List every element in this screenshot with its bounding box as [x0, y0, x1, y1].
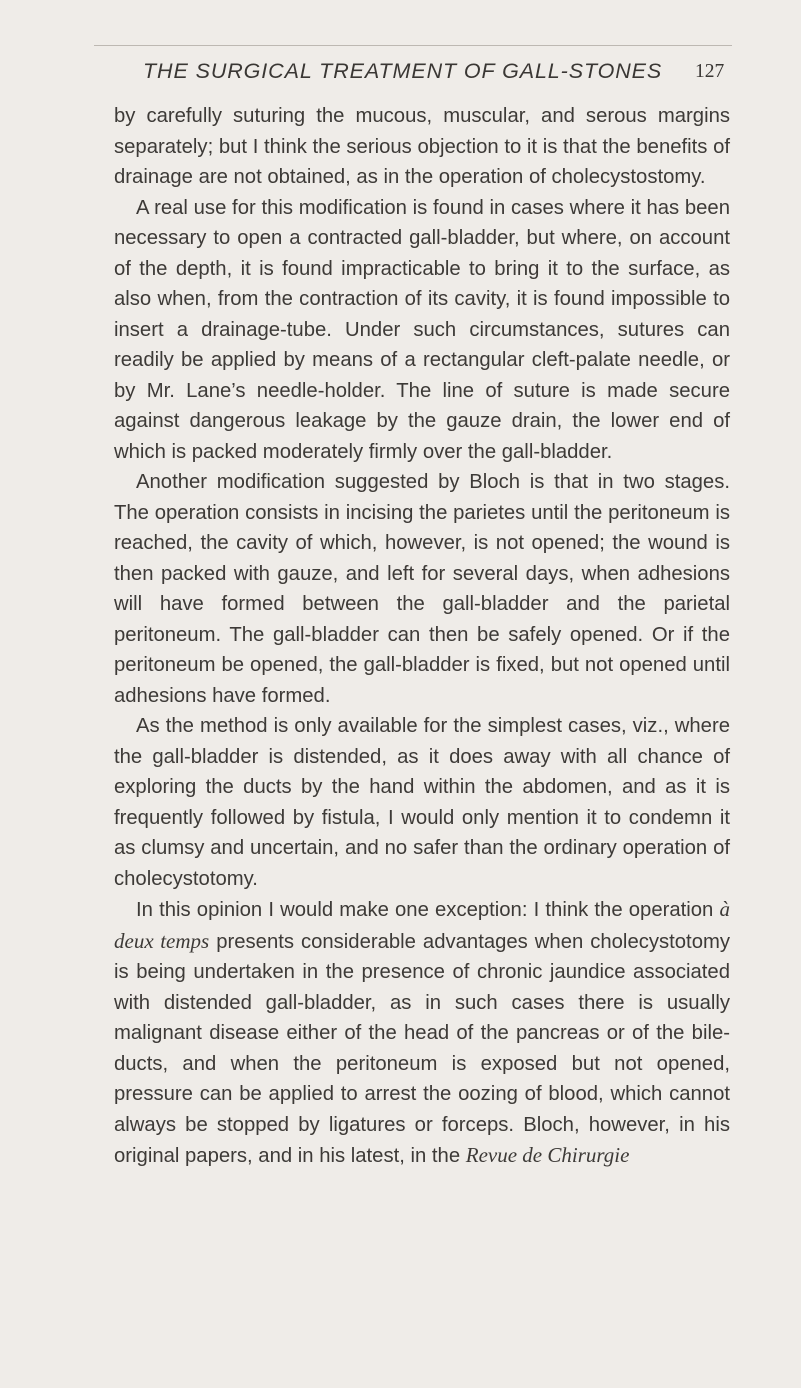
running-head: THE SURGICAL TREATMENT OF GALL-STONES	[143, 59, 663, 83]
page-number: 127	[695, 61, 725, 82]
paragraph-5	[114, 894, 730, 1172]
top-rule	[94, 45, 732, 46]
paragraph-4: As the method is only available for the simplest cases, viz., where the gall-bladder is distended, as it does away with all chance of exploring the ducts by the hand within the abdomen, and as it is frequently followed by fistula, I would only mention it to condemn it as clumsy and uncertain, and no safer than the ordinary operation of cholecystotomy.	[114, 715, 730, 890]
page-header	[143, 59, 743, 89]
body-text	[114, 101, 730, 1172]
paragraph-5-part-2: presents considerable advantages when cholecystotomy is being undertaken in the presence of chronic jaundice associated with distended gall-bladder, as in such cases there is usually malignant disease either of the head of the pancreas or of the bile-ducts, and when the peritoneum is exposed but not opened, pressure can be applied to arrest the oozing of blood, which cannot always be stopped by ligatures or forceps. Bloch, however, in his original papers, and in his latest, in the	[114, 930, 731, 1167]
paragraph-5-part-1: In this opinion I would make one exception: I think the operation	[136, 899, 720, 921]
paragraph-3: Another modification suggested by Bloch is that in two stages. The operation consists in incising the parietes until the peritoneum is reached, the cavity of which, however, is not opened; the wound is then packed with gauze, and left for several days, when adhesions will have formed between the gall-bladder and the parietal peritoneum. The gall-bladder can then be safely opened. Or if the peritoneum be opened, the gall-bladder is fixed, but not opened until adhesions have formed.	[114, 471, 730, 707]
italic-phrase-a-deux-temps: à deux temps	[114, 897, 730, 953]
italic-journal-title: Revue de Chirurgie	[465, 1143, 630, 1167]
paragraph-2: A real use for this modification is found in cases where it has been necessary to open a contracted gall-bladder, but where, on account of the depth, it is found impracticable to bring it to the surface, as also when, from the contraction of its cavity, it is found impossible to insert a drainage-tube. Under such circumstances, sutures can readily be applied by means of a rectangular cleft-palate needle, or by Mr. Lane’s needle-holder. The line of suture is made secure against dangerous leakage by the gauze drain, the lower end of which is packed moderately firmly over the gall-bladder.	[114, 196, 730, 463]
paragraph-1: by carefully suturing the mucous, muscular, and serous margins separately; but I think the serious objection to it is that the benefits of drainage are not obtained, as in the operation of cholecystostomy.	[114, 105, 730, 188]
